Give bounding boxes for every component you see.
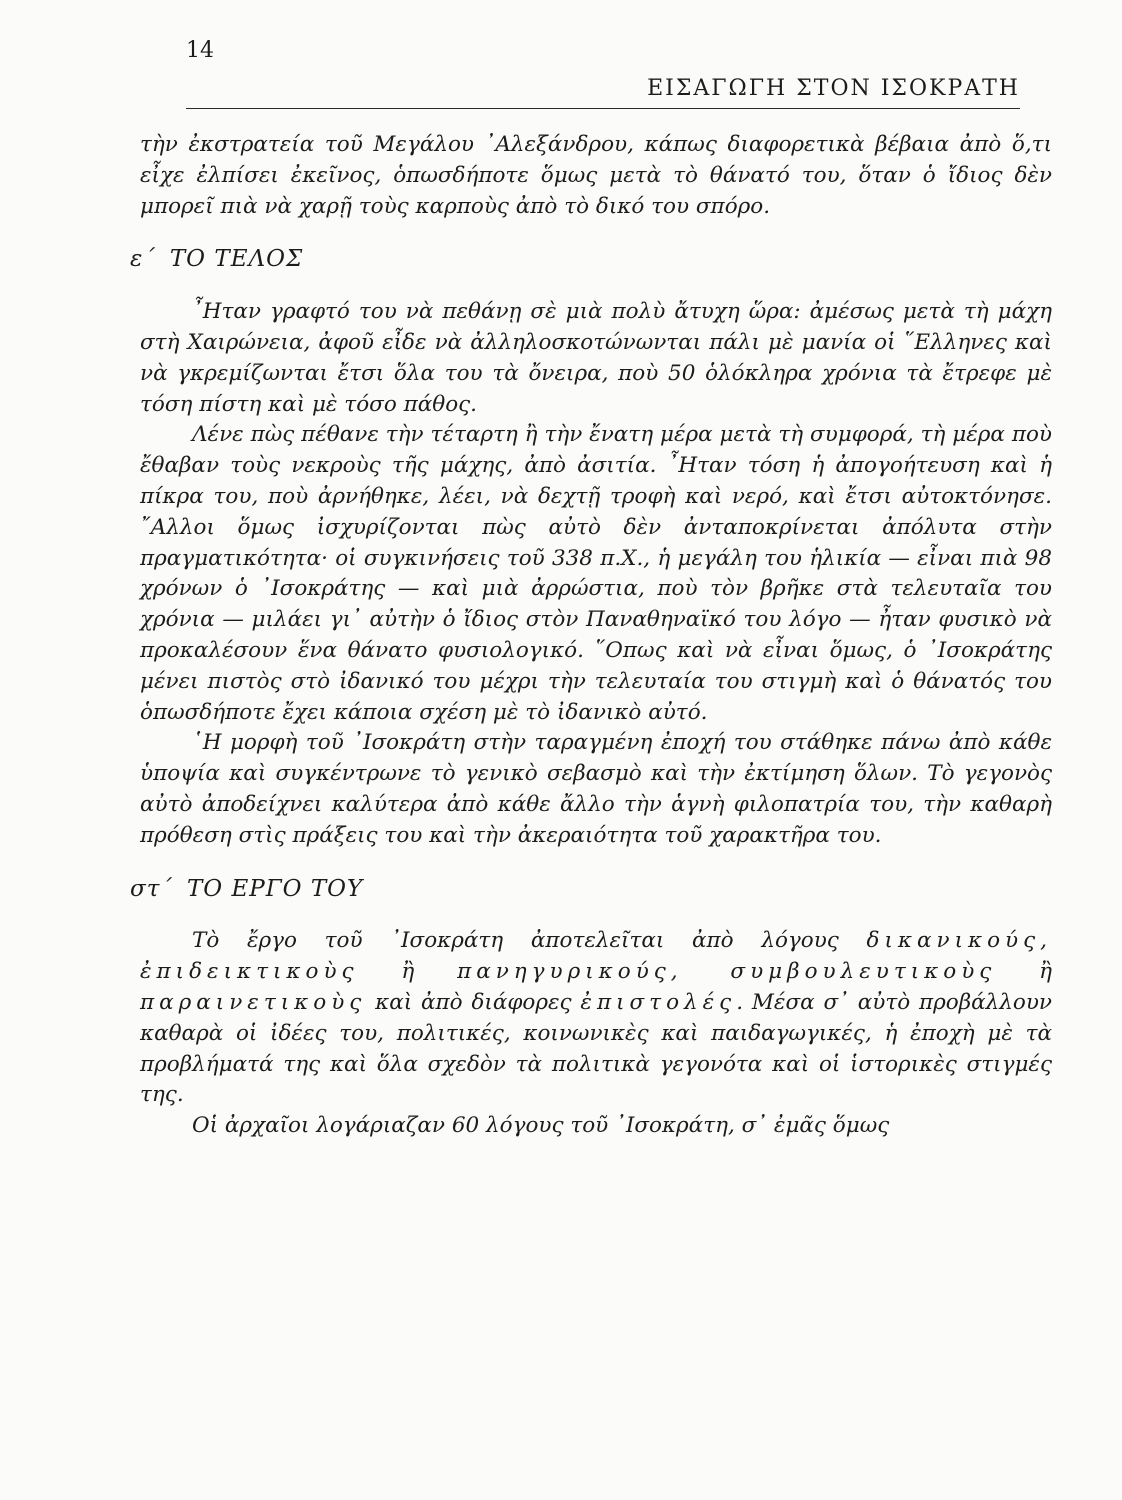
text-run: ἢ: [358, 959, 458, 985]
page-header: [140, 30, 1052, 120]
text-run: ἢ: [996, 959, 1052, 985]
paragraph-e-1: ῏Ηταν γραφτό του νὰ πεθάνῃ σὲ μιὰ πολὺ ἄτυχη ὥρα: ἀμέσως μετὰ τὴ μάχη στὴ Χαιρώνεια, ἀφοῦ εἶδε νὰ ἀλληλοσκοτώνωνται πάλι μὲ μανία οἱ ῞Ελληνες καὶ νὰ γκρεμίζωνται ἔτσι ὅλα του τὰ ὄνειρα, ποὺ 50 ὁλόκληρα χρόνια τὰ ἔτρεφε μὲ τόση πίστη καὶ μὲ τόσο πάθος.: [140, 299, 1052, 417]
page-number: 14: [186, 38, 214, 63]
header-rule: [186, 108, 1020, 109]
section-number-e: ε΄: [130, 246, 156, 273]
text-run: Τὸ ἔργο τοῦ ᾿Ισοκράτη ἀποτελεῖται ἀπὸ λόγους: [192, 928, 867, 954]
section-heading-e: [130, 244, 1052, 275]
running-head: ΕΙΣΑΓΩΓΗ ΣΤΟΝ ΙΣΟΚΡΑΤΗ: [647, 76, 1020, 101]
section-heading-st: [130, 874, 1052, 905]
text-run: . Μέσα σ᾿ αὐτὸ προβάλλουν καθαρὰ οἱ ἰδέες του, πολιτικές, κοινωνικὲς καὶ παιδαγωγικές, ἡ ἐποχὴ μὲ τὰ προβλήματά της καὶ ὅλα σχεδὸν τὰ πολιτικὰ γεγονότα καὶ οἱ ἱστορικὲς στιγμές της.: [140, 989, 1052, 1108]
text-run: καὶ ἀπὸ διάφορες: [366, 989, 581, 1015]
intro-paragraph: τὴν ἐκστρατεία τοῦ Μεγάλου ᾿Αλεξάνδρου, κάπως διαφορετικὰ βέβαια ἀπὸ ὅ,τι εἶχε ἐλπίσει ἐκεῖνος, ὁπωσδήποτε ὅμως μετὰ τὸ θάνατό του, ὅταν ὁ ἴδιος δὲν μπορεῖ πιὰ νὰ χαρῇ τοὺς καρποὺς ἀπὸ τὸ δικό του σπόρο.: [140, 132, 1052, 219]
section-title-e: ΤΟ ΤΕΛΟΣ: [169, 246, 304, 273]
spaced-term: παραινετικοὺς: [140, 989, 367, 1015]
section-number-st: στ΄: [130, 875, 173, 902]
paragraph-e-2: Λένε πὼς πέθανε τὴν τέταρτη ἢ τὴν ἔνατη μέρα μετὰ τὴ συμφορά, τὴ μέρα ποὺ ἔθαβαν τοὺς νεκροὺς τῆς μάχης, ἀπὸ ἀσιτία. ῏Ηταν τόση ἡ ἀπογοήτευση καὶ ἡ πίκρα του, ποὺ ἀρνήθηκε, λέει, νὰ δεχτῇ τροφὴ καὶ νερό, καὶ ἔτσι αὐτοκτόνησε. ῎Αλλοι ὅμως ἰσχυρίζονται πὼς αὐτὸ δὲν ἀνταποκρίνεται ἀπόλυτα στὴν πραγματικότητα· οἱ συγκινήσεις τοῦ 338 π.Χ., ἡ μεγάλη του ἡλικία — εἶναι πιὰ 98 χρόνων ὁ ᾿Ισοκράτης — καὶ μιὰ ἀρρώστια, ποὺ τὸν βρῆκε στὰ τελευταῖα του χρόνια — μιλάει γι᾿ αὐτὴν ὁ ἴδιος στὸν Παναθηναϊκό του λόγο — ἦταν φυσικὸ νὰ προκαλέσουν ἕνα θάνατο φυσιολογικό. ῞Οπως καὶ νὰ εἶναι ὅμως, ὁ ᾿Ισοκράτης μένει πιστὸς στὸ ἰδανικό του μέχρι τὴν τελευταία του στιγμὴ καὶ ὁ θάνατός του ὁπωσδήποτε ἔχει κάποια σχέση μὲ τὸ ἰδανικὸ αὐτό.: [140, 422, 1052, 725]
spaced-term: πανηγυρικούς, συμβουλευτικοὺς: [457, 959, 997, 985]
spaced-term: δικανικούς, ἐπιδεικτικοὺς: [140, 928, 1052, 985]
section-title-st: ΤΟ ΕΡΓΟ ΤΟΥ: [186, 875, 364, 902]
paragraph-st-1: [140, 926, 1052, 1111]
paragraph-st-2: Οἱ ἀρχαῖοι λογάριαζαν 60 λόγους τοῦ ᾿Ισοκράτη, σ᾿ ἐμᾶς ὅμως: [192, 1113, 890, 1139]
paragraph-e-3: ῾Η μορφὴ τοῦ ᾿Ισοκράτη στὴν ταραγμένη ἐποχή του στάθηκε πάνω ἀπὸ κάθε ὑποψία καὶ συγκέντρωνε τὸ γενικὸ σεβασμὸ καὶ τὴν ἐκτίμηση ὅλων. Τὸ γεγονὸς αὐτὸ ἀποδείχνει καλύτερα ἀπὸ κάθε ἄλλο τὴν ἁγνὴ φιλοπατρία του, τὴν καθαρὴ πρόθεση στὶς πράξεις του καὶ τὴν ἀκεραιότητα τοῦ χαρακτῆρα του.: [140, 730, 1052, 848]
page-body: [130, 120, 1052, 1142]
spaced-term: ἐπιστολές: [580, 989, 737, 1015]
